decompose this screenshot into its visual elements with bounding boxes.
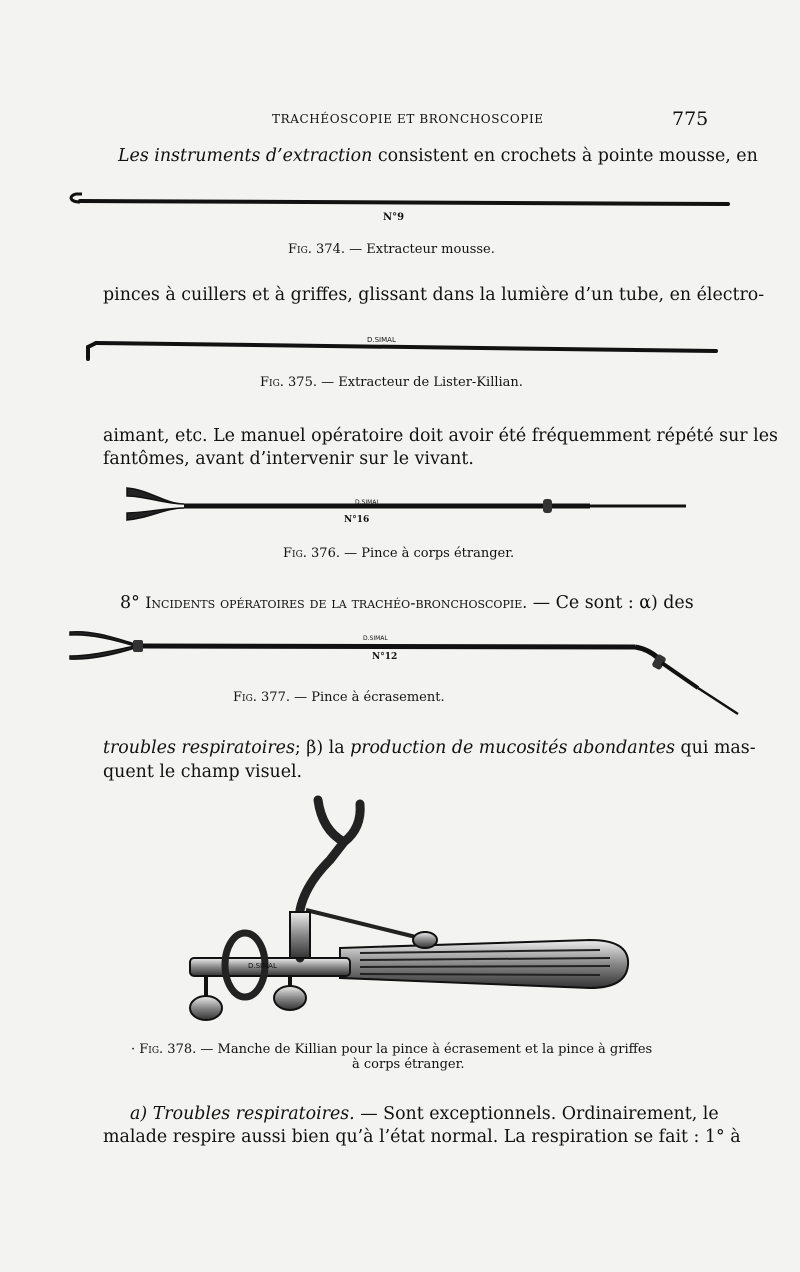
figure-label: Fig. 378.	[139, 1042, 197, 1057]
engraving-label: D.SIMAL	[355, 499, 380, 506]
figure-caption	[288, 242, 495, 257]
caption-line-2: à corps étranger.	[352, 1057, 465, 1072]
engraving-label: N°9	[383, 212, 405, 223]
figure-caption	[283, 546, 514, 561]
page-number: 775	[672, 108, 709, 130]
paragraph-line	[103, 738, 756, 758]
engraving-label: D.SIMAL	[248, 962, 277, 970]
italic-phrase: production de mucosités abondantes	[350, 738, 675, 758]
figure-caption	[131, 1042, 652, 1057]
caption-text: — Pince à écrasement.	[294, 690, 445, 705]
caption-text: — Manche de Killian pour la pince à écrasement et la pince à griffes	[200, 1042, 653, 1057]
text-run: ; β) la	[294, 738, 345, 758]
section-heading-line	[120, 593, 694, 613]
figure-label: Fig. 374.	[288, 242, 345, 257]
text-run: — Ce sont : α) des	[532, 593, 694, 613]
paragraph-line: malade respire aussi bien qu’à l’état normal. La respiration se fait : 1° à	[103, 1127, 741, 1147]
figure-label: Fig. 377.	[233, 690, 290, 705]
italic-phrase: Les instruments d’extraction	[118, 146, 373, 166]
italic-phrase: troubles respiratoires	[103, 738, 295, 758]
instrument-number: N°16	[344, 515, 370, 525]
engraving-label: D.SIMAL	[367, 336, 396, 344]
text-run: — Sont exceptionnels. Ordinairement, le	[360, 1104, 719, 1124]
instrument-number: N°12	[372, 652, 398, 662]
paragraph-line: fantômes, avant d’intervenir sur le vivant.	[103, 449, 474, 469]
paragraph-line	[118, 146, 758, 166]
figure-377-illustration	[0, 622, 800, 722]
text-run: consistent en crochets à pointe mousse, en	[377, 146, 758, 166]
caption-bullet: ·	[131, 1042, 136, 1057]
figure-caption	[260, 375, 523, 390]
item-label: a)	[130, 1104, 148, 1124]
italic-phrase: Troubles respiratoires.	[152, 1104, 355, 1124]
figure-376-illustration	[0, 482, 800, 532]
figure-label: Fig. 375.	[260, 375, 317, 390]
paragraph-line: quent le champ visuel.	[103, 762, 303, 782]
caption-text: — Extracteur de Lister-Killian.	[321, 375, 523, 390]
engraving-label: D.SIMAL	[363, 635, 388, 642]
figure-caption	[233, 690, 445, 705]
paragraph-line	[130, 1104, 719, 1124]
paragraph-line: pinces à cuillers et à griffes, glissant dans la lumière d’un tube, en électro-	[103, 285, 765, 305]
figure-378-illustration	[0, 790, 800, 1030]
section-number: 8°	[120, 593, 140, 613]
text-run: qui mas-	[680, 738, 756, 758]
figure-375-illustration	[0, 335, 800, 365]
section-title: Incidents opératoires de la trachéo-bronchoscopie.	[145, 594, 528, 612]
caption-text: — Pince à corps étranger.	[344, 546, 515, 561]
caption-text: — Extracteur mousse.	[349, 242, 495, 257]
figure-label: Fig. 376.	[283, 546, 340, 561]
paragraph-line: aimant, etc. Le manuel opératoire doit avoir été fréquemment répété sur les	[103, 426, 778, 446]
running-header: TRACHÉOSCOPIE ET BRONCHOSCOPIE	[272, 112, 544, 126]
